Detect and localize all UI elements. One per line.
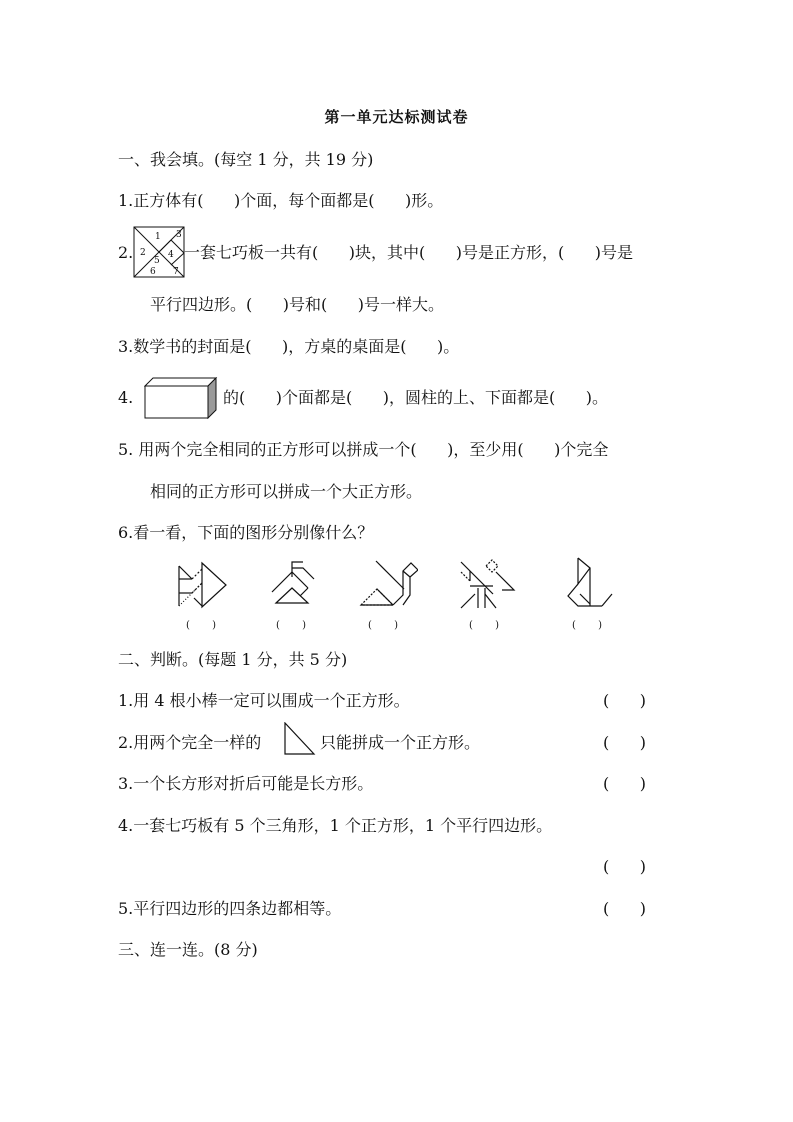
figure-caption-1: ( ) [186,620,217,631]
question-1-5-line2: 相同的正方形可以拼成一个大正方形。 [150,482,423,501]
judge-item-2-before: 2.用两个完全一样的 [118,733,262,752]
tangram-label-6: 6 [150,267,156,277]
tangram-figure-4 [458,558,518,610]
question-1-2-number: 2. [118,243,134,262]
judge-answer-3: ( ) [603,774,646,793]
tangram-swan-figure [358,555,418,611]
judge-item-4: 4.一套七巧板有 5 个三角形，1 个正方形，1 个平行四边形。 [118,816,553,835]
tangram-label-1: 1 [155,232,161,242]
page-title: 第一单元达标测试卷 [324,108,469,126]
tangram-boat-figure [566,556,616,612]
question-1-4-number: 4. [118,388,134,407]
tangram-figure-2 [270,560,326,610]
question-1-1: 1.正方体有( )个面，每个面都是( )形。 [118,191,444,210]
cuboid-figure [144,377,218,419]
judge-answer-2: ( ) [603,733,646,752]
tangram-label-2: 2 [140,248,146,258]
right-triangle-icon [284,722,316,756]
tangram-label-3: 3 [176,230,182,240]
judge-answer-1: ( ) [603,691,646,710]
judge-item-3: 3.一个长方形对折后可能是长方形。 [118,774,374,793]
judge-item-2-after: 只能拼成一个正方形。 [320,733,481,752]
tangram-fish-figure [178,560,234,610]
question-1-5-line1: 5. 用两个完全相同的正方形可以拼成一个( )，至少用( )个完全 [118,440,609,459]
tangram-label-7: 7 [173,267,179,277]
judge-answer-4: ( ) [603,857,646,876]
question-1-2-line2: 平行四边形。( )号和( )号一样大。 [150,295,445,314]
tangram-figure [133,226,187,278]
question-1-2-line1: 一套七巧板一共有( )块，其中( )号是正方形，( )号是 [184,243,634,262]
judge-item-1: 1.用 4 根小棒一定可以围成一个正方形。 [118,691,410,710]
figure-caption-4: ( ) [469,620,500,631]
judge-answer-5: ( ) [603,899,646,918]
judge-item-5: 5.平行四边形的四条边都相等。 [118,899,342,918]
section2-heading: 二、判断。(每题 1 分，共 5 分) [118,650,348,669]
question-1-6: 6.看一看，下面的图形分别像什么？ [118,523,374,542]
figure-caption-2: ( ) [276,620,307,631]
figure-caption-5: ( ) [572,620,603,631]
tangram-label-4: 4 [168,250,174,260]
section1-heading: 一、我会填。(每空 1 分，共 19 分) [118,150,374,169]
tangram-label-5: 5 [154,256,160,266]
question-1-4-text: 的( )个面都是( )，圆柱的上、下面都是( )。 [223,388,609,407]
question-1-3: 3.数学书的封面是( )，方桌的桌面是( )。 [118,337,460,356]
figure-caption-3: ( ) [368,620,399,631]
section3-heading: 三、连一连。(8 分) [118,940,258,959]
